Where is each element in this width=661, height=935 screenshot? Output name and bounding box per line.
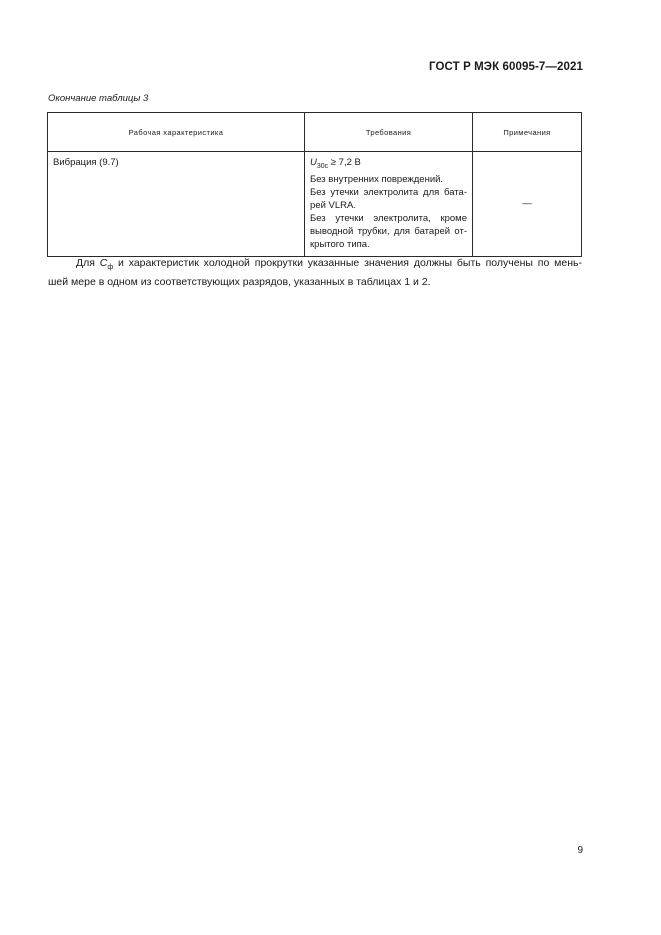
formula-relation: ≥ 7,2 В <box>328 157 361 168</box>
capacity-symbol: C <box>99 257 108 269</box>
cell-characteristic: Вибрация (9.7) <box>48 152 305 257</box>
capacity-subscript: ф <box>107 264 114 271</box>
table-header-row <box>48 113 582 152</box>
paragraph-text: Для <box>76 257 100 269</box>
voltage-formula <box>310 156 467 173</box>
body-paragraph <box>48 256 582 289</box>
paragraph-text: и характеристик холодной прокрутки указанные значения должны быть получены по мень- <box>113 257 582 269</box>
paragraph-line: шей мере в одном из соответствующих разрядов, указанных в таблицах 1 и 2. <box>48 276 431 288</box>
requirements-table <box>47 112 582 257</box>
table-caption: Окончание таблицы 3 <box>48 93 149 104</box>
page-number: 9 <box>577 845 583 856</box>
formula-symbol: U <box>310 157 317 168</box>
requirement-line: Без внутренних повреждений. <box>310 174 444 185</box>
paragraph-line <box>48 256 582 275</box>
table-row <box>48 152 582 257</box>
formula-subscript: 30c <box>316 163 329 170</box>
document-code: ГОСТ Р МЭК 60095-7—2021 <box>429 61 583 73</box>
cell-requirements <box>305 152 473 257</box>
column-header-notes: Примечания <box>473 113 582 152</box>
requirement-line: выводной трубки, для батарей от- <box>310 226 467 237</box>
requirement-line: Без утечки электролита, кроме <box>310 213 467 224</box>
requirement-line: Без утечки электролита для бата- <box>310 187 467 198</box>
cell-note: — <box>473 152 582 257</box>
column-header-requirements: Требования <box>305 113 473 152</box>
column-header-characteristic: Рабочая характеристика <box>48 113 305 152</box>
requirement-line: рей VLRA. <box>310 200 356 211</box>
requirement-line: крытого типа. <box>310 239 370 250</box>
